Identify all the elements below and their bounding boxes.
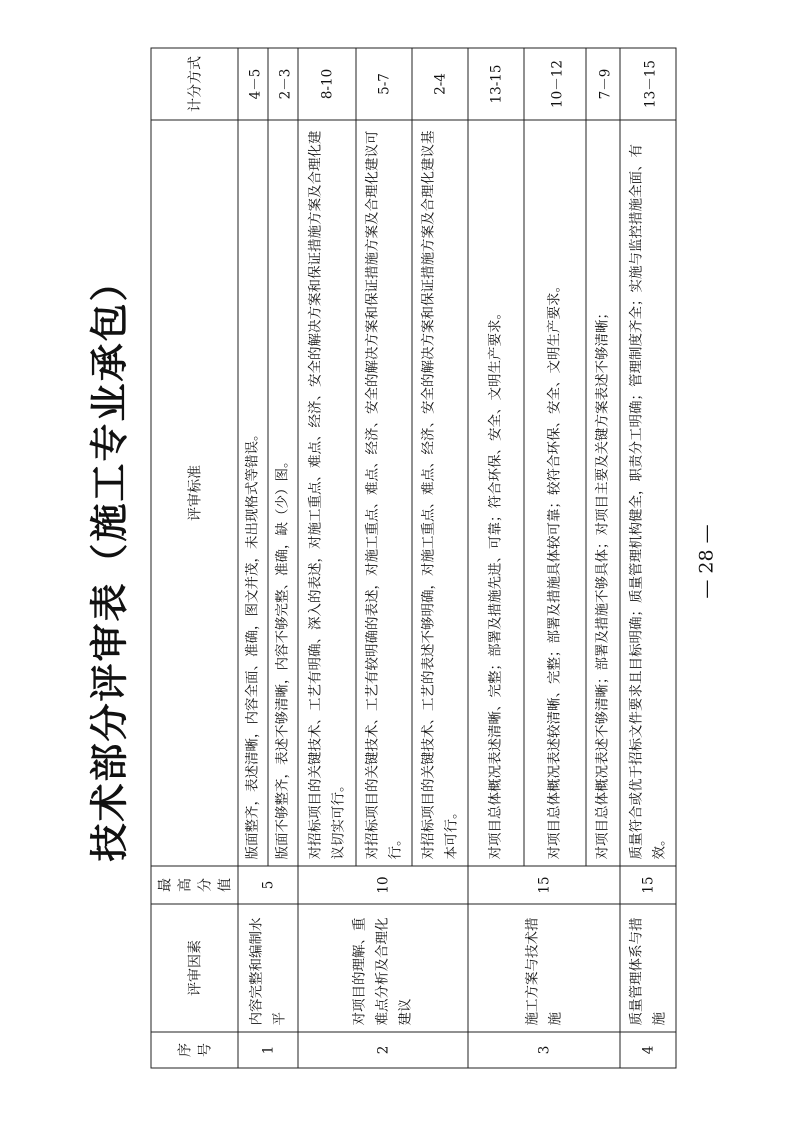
criteria-text: 质量符合或优于招标文件要求且目标明确；质量管理机构健全，职责分工明确；管理制度齐全；实施与监控措施全面、有效。 [620,120,676,866]
table-row [468,48,524,1068]
page-title: 技术部分评审表（施工专业承包） [86,261,131,862]
header-criteria: 评审标准 [151,120,238,866]
score-range: 8-10 [298,48,356,120]
row-no: 4 [620,1032,676,1068]
table-row [620,48,676,1068]
row-max: 15 [620,866,676,904]
criteria-text: 版面整齐，表述清晰，内容全面、准确，图文并茂，未出现格式等错误。 [238,120,268,866]
score-range: 2－3 [268,48,298,120]
row-factor: 质量管理体系与措施 [620,904,676,1032]
score-range: 2-4 [412,48,468,120]
row-no: 2 [298,1032,468,1068]
header-row [151,48,238,1068]
score-range: 10－12 [524,48,586,120]
row-factor: 对项目的理解、重难点分析及合理化建议 [298,904,468,1032]
row-max: 15 [468,866,620,904]
page-number: — 28 — [695,523,717,599]
row-max: 10 [298,866,468,904]
criteria-text: 版面不够整齐，表述不够清晰，内容不够完整、准确，缺（少）图。 [268,120,298,866]
criteria-text: 对项目总体概况表述不够清晰；部署及措施不够具体；对项目主要及关键方案表述不够清晰； [586,120,620,866]
row-factor: 施工方案与技术措施 [468,904,620,1032]
row-factor: 内容完整和编制水平 [238,904,298,1032]
score-range: 13－15 [620,48,676,120]
score-range: 13-15 [468,48,524,120]
score-range: 7－9 [586,48,620,120]
score-range: 4－5 [238,48,268,120]
row-no: 1 [238,1032,298,1068]
header-factor: 评审因素 [151,904,238,1032]
criteria-text: 对招标项目的关键技术、工艺有较明确的表述，对施工重点、难点、经济、安全的解决方案和保证措施方案及合理化建议可行。 [356,120,412,866]
score-range: 5-7 [356,48,412,120]
header-method: 计分方式 [151,48,238,120]
criteria-text: 对项目总体概况表述较清晰、完整；部署及措施具体较可靠；较符合环保、安全、文明生产要求。 [524,120,586,866]
row-max: 5 [238,866,298,904]
evaluation-table [150,47,676,1068]
table-row [298,48,356,1068]
row-no: 3 [468,1032,620,1068]
table-row [238,48,268,1068]
header-max: 最高分值 [151,866,238,904]
header-no: 序号 [151,1032,238,1068]
criteria-text: 对招标项目的关键技术、工艺有明确、深入的表述，对施工重点、难点、经济、安全的解决方案和保证措施方案及合理化建议切实可行。 [298,120,356,866]
criteria-text: 对项目总体概况表述清晰、完整；部署及措施先进、可靠；符合环保、安全、文明生产要求。 [468,120,524,866]
criteria-text: 对招标项目的关键技术、工艺的表述不够明确，对施工重点、难点、经济、安全的解决方案和保证措施方案及合理化建议基本可行。 [412,120,468,866]
